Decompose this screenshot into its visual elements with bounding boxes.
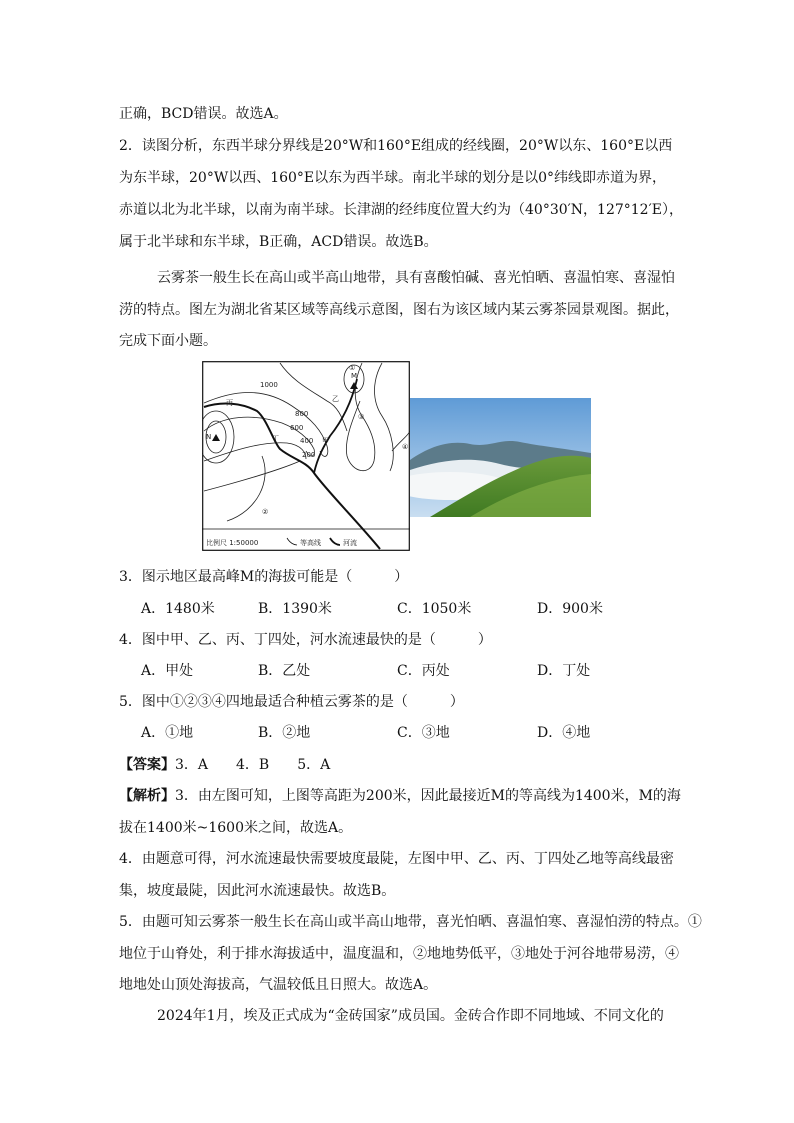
place-label: 丁 [272,435,279,443]
question-stem: 3．图示地区最高峰M的海拔可能是（ ） [119,569,409,585]
analysis-line: 地地处山顶处海拔高，气温较低且日照大。故选A。 [119,977,438,993]
analysis-label: 【解析】 [119,788,175,804]
option: B．1390米 [258,601,332,617]
answer-label: 【答案】 [119,757,175,773]
place-label: 乙 [332,395,339,403]
option: D．④地 [537,725,591,741]
contour-label: 800 [295,410,309,418]
option: A．甲处 [141,663,194,679]
option: C．1050米 [397,601,472,617]
place-label: 甲 [322,437,329,445]
map-scale: 比例尺 1:50000 [206,539,259,547]
answer-text: 3．A 4．B 5．A [175,757,331,773]
next-passage-line: 2024年1月，埃及正式成为“金砖国家”成员国。金砖合作即不同地域、不同文化的 [157,1008,664,1024]
question-stem: 5．图中①②③④四地最适合种植云雾茶的是（ ） [119,694,464,710]
analysis-text: 3．由左图可知，上图等高距为200米，因此最接近M的等高线为1400米，M的海 [175,788,681,804]
contour-map [202,361,410,551]
analysis-line [119,786,681,806]
option: D．丁处 [537,663,591,679]
text-line: 为东半球，20°W以西、160°E以东为西半球。南北半球的划分是以0°纬线即赤道为界， [119,170,667,186]
analysis-line: 4．由题意可得，河水流速最快需要坡度最陡，左图中甲、乙、丙、丁四处乙地等高线最密 [119,851,674,867]
peak-label-m: M [351,372,358,380]
answer-line [119,755,330,775]
text-line: 正确，BCD错误。故选A。 [119,106,288,122]
intro-line: 完成下面小题。 [119,333,217,349]
text-line: 属于北半球和东半球，B正确，ACD错误。故选B。 [119,234,438,250]
analysis-line: 拔在1400米~1600米之间，故选A。 [119,820,353,836]
text-line: 赤道以北为北半球，以南为南半球。长津湖的经纬度位置大约为（40°30′N，127°12′E）， [119,202,683,218]
contour-label: 200 [302,451,316,459]
site-label: ② [262,508,269,516]
option: A．①地 [141,725,194,741]
contour-label: 600 [290,424,304,432]
analysis-line: 5．由题可知云雾茶一般生长在高山或半高山地带，喜光怕晒、喜温怕寒、喜湿怕涝的特点。① [119,914,702,930]
peak-label-n: N [206,433,212,441]
analysis-line: 集，坡度最陡，因此河水流速最快。故选B。 [119,883,396,899]
site-label: ① [349,364,356,372]
option: C．丙处 [397,663,450,679]
option: D．900米 [537,601,603,617]
analysis-line: 地位于山脊处，利于排水海拔适中，温度温和，②地地势低平，③地处于河谷地带易涝，④ [119,946,679,962]
option: A．1480米 [141,601,215,617]
legend-contour: 等高线 [300,539,321,547]
contour-label: 400 [300,437,314,445]
option: C．③地 [397,725,450,741]
intro-line: 云雾茶一般生长在高山或半高山地带，具有喜酸怕碱、喜光怕晒、喜温怕寒、喜湿怕 [157,270,675,286]
option: B．②地 [258,725,311,741]
legend-river: 河流 [343,539,357,547]
site-label: ④ [402,443,409,451]
question-stem: 4．图中甲、乙、丙、丁四处，河水流速最快的是（ ） [119,632,492,648]
text-line: 2．读图分析，东西半球分界线是20°W和160°E组成的经线圈，20°W以东、160°E以西 [119,138,673,154]
contour-label: 1000 [260,381,278,389]
site-label: ③ [358,413,365,421]
option: B．乙处 [258,663,311,679]
place-label: 丙 [226,399,233,407]
intro-line: 涝的特点。图左为湖北省某区域等高线示意图，图右为该区域内某云雾茶园景观图。据此， [119,302,679,318]
tea-garden-photo [410,398,591,517]
